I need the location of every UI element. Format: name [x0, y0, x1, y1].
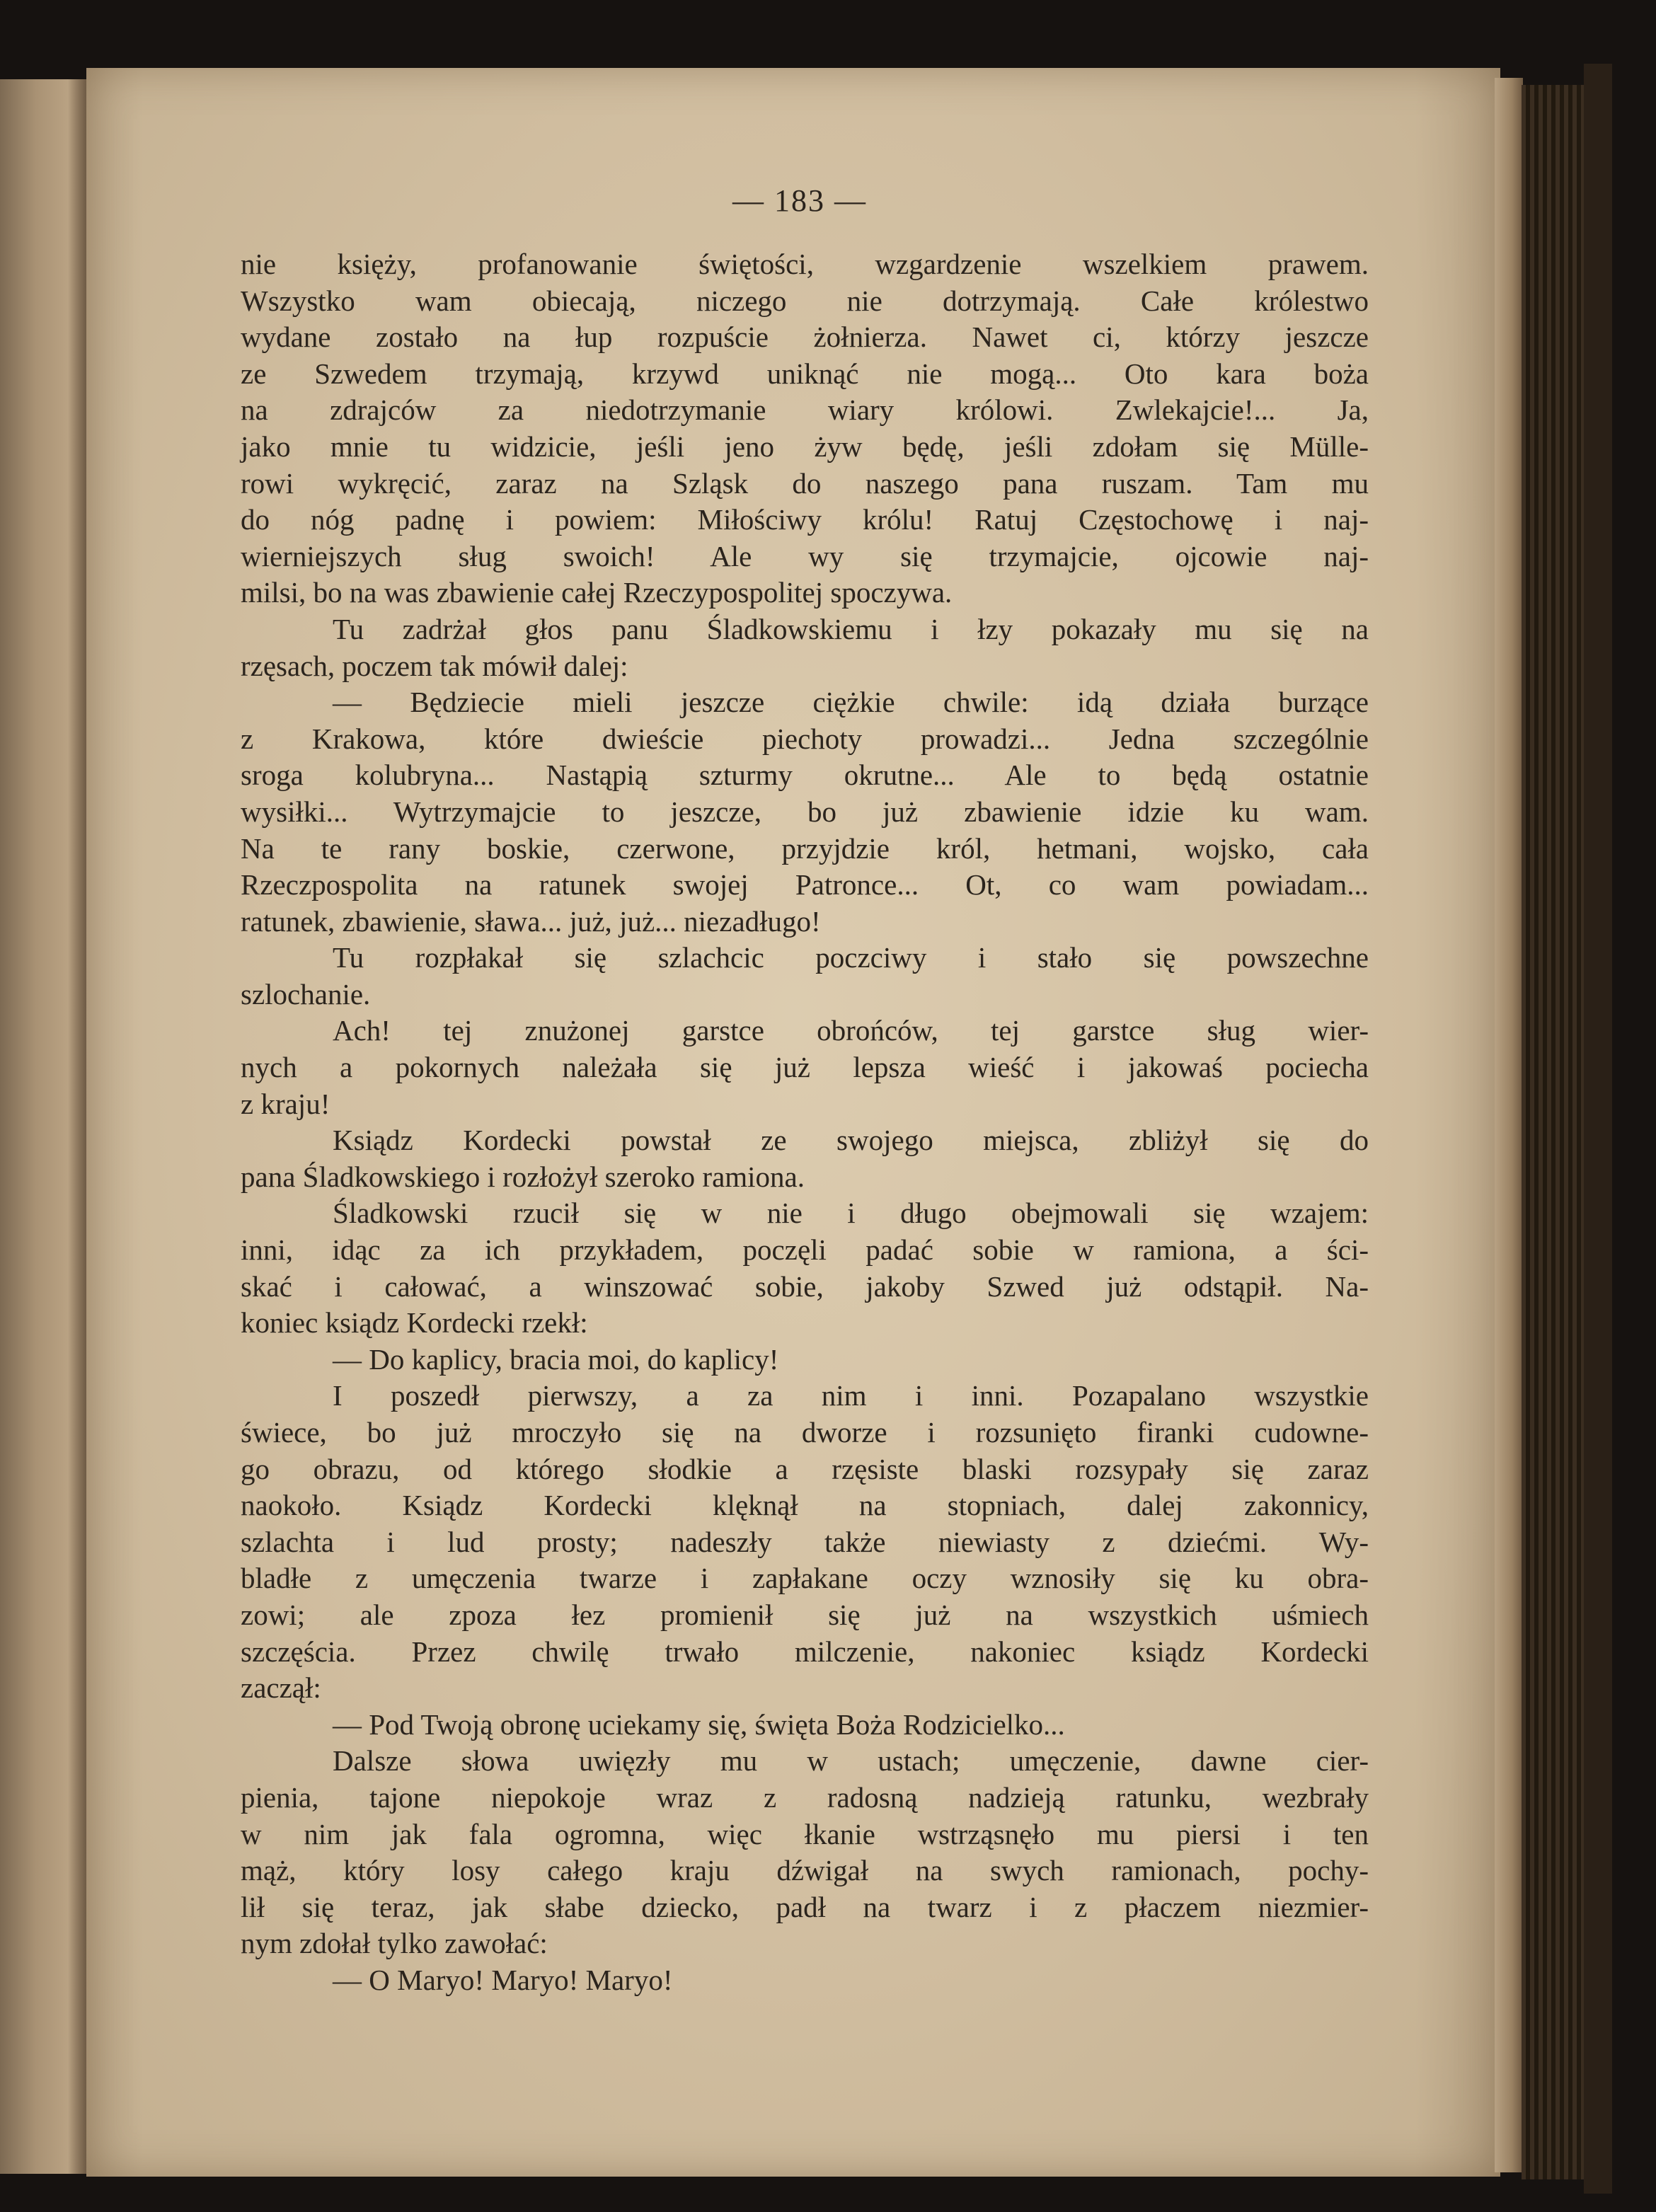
text-line: nym zdołał tylko zawołać:	[241, 1927, 548, 1960]
book-fore-edge	[1522, 85, 1585, 2179]
text-line: wysiłki... Wytrzymajcie to jeszcze, bo już zbawienie idzie ku wam.	[241, 795, 1369, 828]
text-line: ratunek, zbawienie, sława... już, już... niezadługo!	[241, 904, 821, 938]
text-line: — Pod Twoją obronę uciekamy się, święta Boża Rodzicielko...	[333, 1707, 1065, 1741]
text-line: — Będziecie mieli jeszcze ciężkie chwile: idą działa burzące	[333, 686, 1369, 719]
text-line: Wszystko wam obiecają, niczego nie dotrzymają. Całe królestwo	[241, 284, 1369, 317]
text-line: w nim jak fala ogromna, więc łkanie wstrząsnęło mu piersi i ten	[241, 1817, 1369, 1850]
text-line: nych a pokornych należała się już lepsza wieść i jakowaś pociecha	[241, 1051, 1369, 1084]
text-line: koniec ksiądz Kordecki rzekł:	[241, 1306, 588, 1340]
text-line: zaczął:	[241, 1671, 321, 1705]
text-line: na zdrajców za niedotrzymanie wiary królowi. Zwlekajcie!... Ja,	[241, 393, 1369, 427]
text-line: Dalsze słowa uwięzły mu w ustach; umęczenie, dawne cier-	[333, 1744, 1369, 1778]
text-line: pienia, tajone niepokoje wraz z radosną nadzieją ratunku, wezbrały	[241, 1780, 1369, 1814]
book-cover-edge	[1584, 64, 1612, 2194]
text-line: Rzeczpospolita na ratunek swojej Patronce... Ot, co wam powiadam...	[241, 868, 1369, 901]
text-line: zowi; ale zpoza łez promienił się już na wszystkich uśmiech	[241, 1598, 1369, 1631]
text-line: szlachta i lud prosty; nadeszły także niewiasty z dziećmi. Wy-	[241, 1525, 1369, 1558]
text-line: — Do kaplicy, bracia moi, do kaplicy!	[333, 1342, 779, 1376]
text-line: rzęsach, poczem tak mówił dalej:	[241, 649, 628, 682]
text-line: szlochanie.	[241, 977, 371, 1010]
text-line: szczęścia. Przez chwilę trwało milczenie, nakoniec ksiądz Kordecki	[241, 1635, 1369, 1668]
text-line: z kraju!	[241, 1087, 330, 1120]
text-line: rowi wykręcić, zaraz na Szląsk do naszego pana ruszam. Tam mu	[241, 466, 1369, 500]
text-line: Tu zadrżał głos panu Śladkowskiemu i łzy pokazały mu się na	[333, 612, 1369, 645]
text-line: do nóg padnę i powiem: Miłościwy królu! Ratuj Częstochowę i naj-	[241, 503, 1369, 536]
text-line: pana Śladkowskiego i rozłożył szeroko ramiona.	[241, 1160, 805, 1193]
text-line: z Krakowa, które dwieście piechoty prowadzi... Jedna szczególnie	[241, 722, 1369, 755]
text-line: — O Maryo! Maryo! Maryo!	[333, 1963, 673, 1996]
body-text	[241, 246, 1369, 1999]
text-line: ze Szwedem trzymają, krzywd uniknąć nie mogą... Oto kara boża	[241, 357, 1369, 390]
text-line: nie księży, profanowanie świętości, wzgardzenie wszelkiem prawem.	[241, 248, 1369, 280]
text-line: Na te rany boskie, czerwone, przyjdzie król, hetmani, wojsko, cała	[241, 831, 1369, 865]
text-line: I poszedł pierwszy, a za nim i inni. Pozapalano wszystkie	[333, 1379, 1369, 1412]
text-line: świece, bo już mroczyło się na dworze i rozsunięto firanki cudowne-	[241, 1416, 1369, 1448]
text-line: milsi, bo na was zbawienie całej Rzeczypospolitej spoczywa.	[241, 576, 953, 609]
text-line: lił się teraz, jak słabe dziecko, padł na twarz i z płaczem niezmier-	[241, 1890, 1369, 1923]
text-line: sroga kolubryna... Nastąpią szturmy okrutne... Ale to będą ostatnie	[241, 759, 1369, 792]
text-line: Śladkowski rzucił się w nie i długo obejmowali się wzajem:	[333, 1197, 1369, 1230]
text-line: wydane zostało na łup rozpuście żołnierza. Nawet ci, którzy jeszcze	[241, 321, 1369, 354]
text-line: jako mnie tu widzicie, jeśli jeno żyw będę, jeśli zdołam się Mülle-	[241, 430, 1369, 463]
text-line: inni, idąc za ich przykładem, poczęli padać sobie w ramiona, a ści-	[241, 1233, 1369, 1267]
text-line: naokoło. Ksiądz Kordecki klęknął na stopniach, dalej zakonnicy,	[241, 1489, 1369, 1522]
text-line: wierniejszych sług swoich! Ale wy się trzymajcie, ojcowie naj-	[241, 539, 1369, 572]
page-number: — 183 —	[732, 183, 867, 218]
text-line: Ach! tej znużonej garstce obrońców, tej garstce sług wier-	[333, 1014, 1369, 1047]
text-line: skać i całować, a winszować sobie, jakoby Szwed już odstąpił. Na-	[241, 1269, 1369, 1303]
text-line: Tu rozpłakał się szlachcic poczciwy i stało się powszechne	[333, 941, 1369, 974]
page-stack-edge	[1495, 78, 1523, 2172]
text-line: go obrazu, od którego słodkie a rzęsiste blaski rozsypały się zaraz	[241, 1452, 1369, 1485]
text-line: Ksiądz Kordecki powstał ze swojego miejsca, zbliżył się do	[333, 1124, 1369, 1157]
text-line: bladłe z umęczenia twarze i zapłakane oczy wznosiły się ku obra-	[241, 1562, 1369, 1595]
text-line: mąż, który losy całego kraju dźwigał na swych ramionach, pochy-	[241, 1854, 1369, 1887]
